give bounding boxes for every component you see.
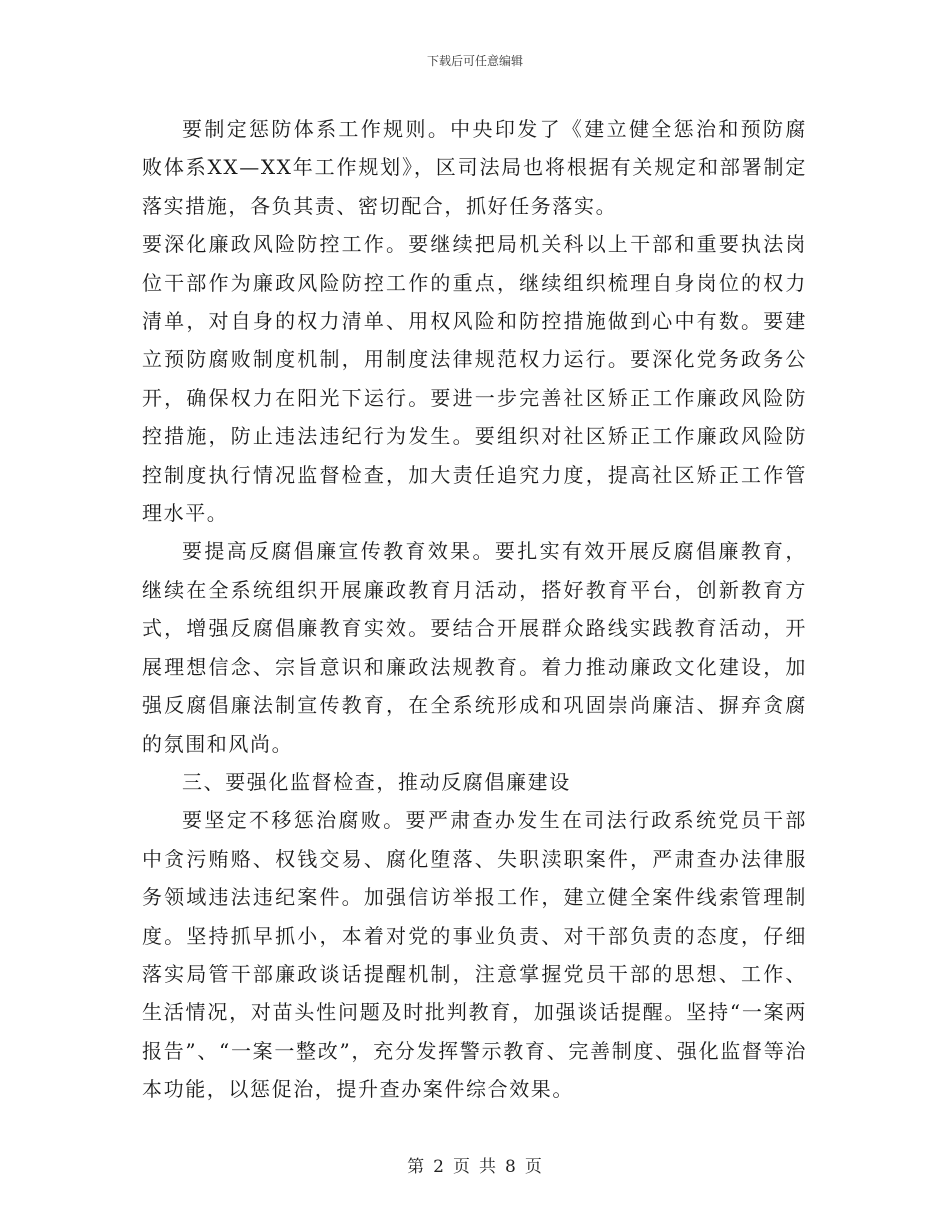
paragraph-3: 要提高反腐倡廉宣传教育效果。要扎实有效开展反腐倡廉教育，继续在全系统组织开展廉政教育月活动，搭好教育平台，创新教育方式，增强反腐倡廉教育实效。要结合开展群众路线实践教育活动，开展理想信念、宗旨意识和廉政法规教育。着力推动廉政文化建设，加强反腐倡廉法制宣传教育，在全系统形成和巩固崇尚廉洁、摒弃贪腐的氛围和风尚。 (142, 539, 807, 756)
footer-mid: 页 (453, 1157, 471, 1177)
footer-suffix: 页 (524, 1157, 543, 1177)
page-footer (0, 1152, 950, 1177)
paragraph-1: 要制定惩防体系工作规则。中央印发了《建立健全惩治和预防腐败体系XX—XX年工作规划》，区司法局也将根据有关规定和部署制定落实措施，各负其责、密切配合，抓好任务落实。 (142, 117, 807, 218)
footer-page-current: 2 (433, 1157, 445, 1177)
page-header-note: 下载后可任意编辑 (426, 54, 523, 68)
section-heading-3: 三、要强化监督检查，推动反腐倡廉建设 (182, 769, 571, 794)
footer-page-total: 8 (505, 1157, 517, 1177)
paragraph-4: 要坚定不移惩治腐败。要严肃查办发生在司法行政系统党员干部中贪污贿赂、权钱交易、腐化堕落、失职渎职案件，严肃查办法律服务领域违法违纪案件。加强信访举报工作，建立健全案件线索管理制度。坚持抓早抓小，本着对党的事业负责、对干部负责的态度，仔细落实局管干部廉政谈话提醒机制，注意掌握党员干部的思想、工作、生活情况，对苗头性问题及时批判教育，加强谈话提醒。坚持“一案两报告”、“一案一整改”，充分发挥警示教育、完善制度、强化监督等治本功能，以惩促治，提升查办案件综合效果。 (142, 808, 807, 1102)
document-body (142, 110, 807, 1109)
paragraph-2: 要深化廉政风险防控工作。要继续把局机关科以上干部和重要执法岗位干部作为廉政风险防控工作的重点，继续组织梳理自身岗位的权力清单，对自身的权力清单、用权风险和防控措施做到心中有数。要建立预防腐败制度机制，用制度法律规范权力运行。要深化党务政务公开，确保权力在阳光下运行。要进一步完善社区矫正工作廉政风险防控措施，防止违法违纪行为发生。要组织对社区矫正工作廉政风险防控制度执行情况监督检查，加大责任追究力度，提高社区矫正工作管理水平。 (142, 232, 807, 526)
footer-total-prefix: 共 (479, 1157, 497, 1177)
footer-prefix: 第 (407, 1157, 426, 1177)
